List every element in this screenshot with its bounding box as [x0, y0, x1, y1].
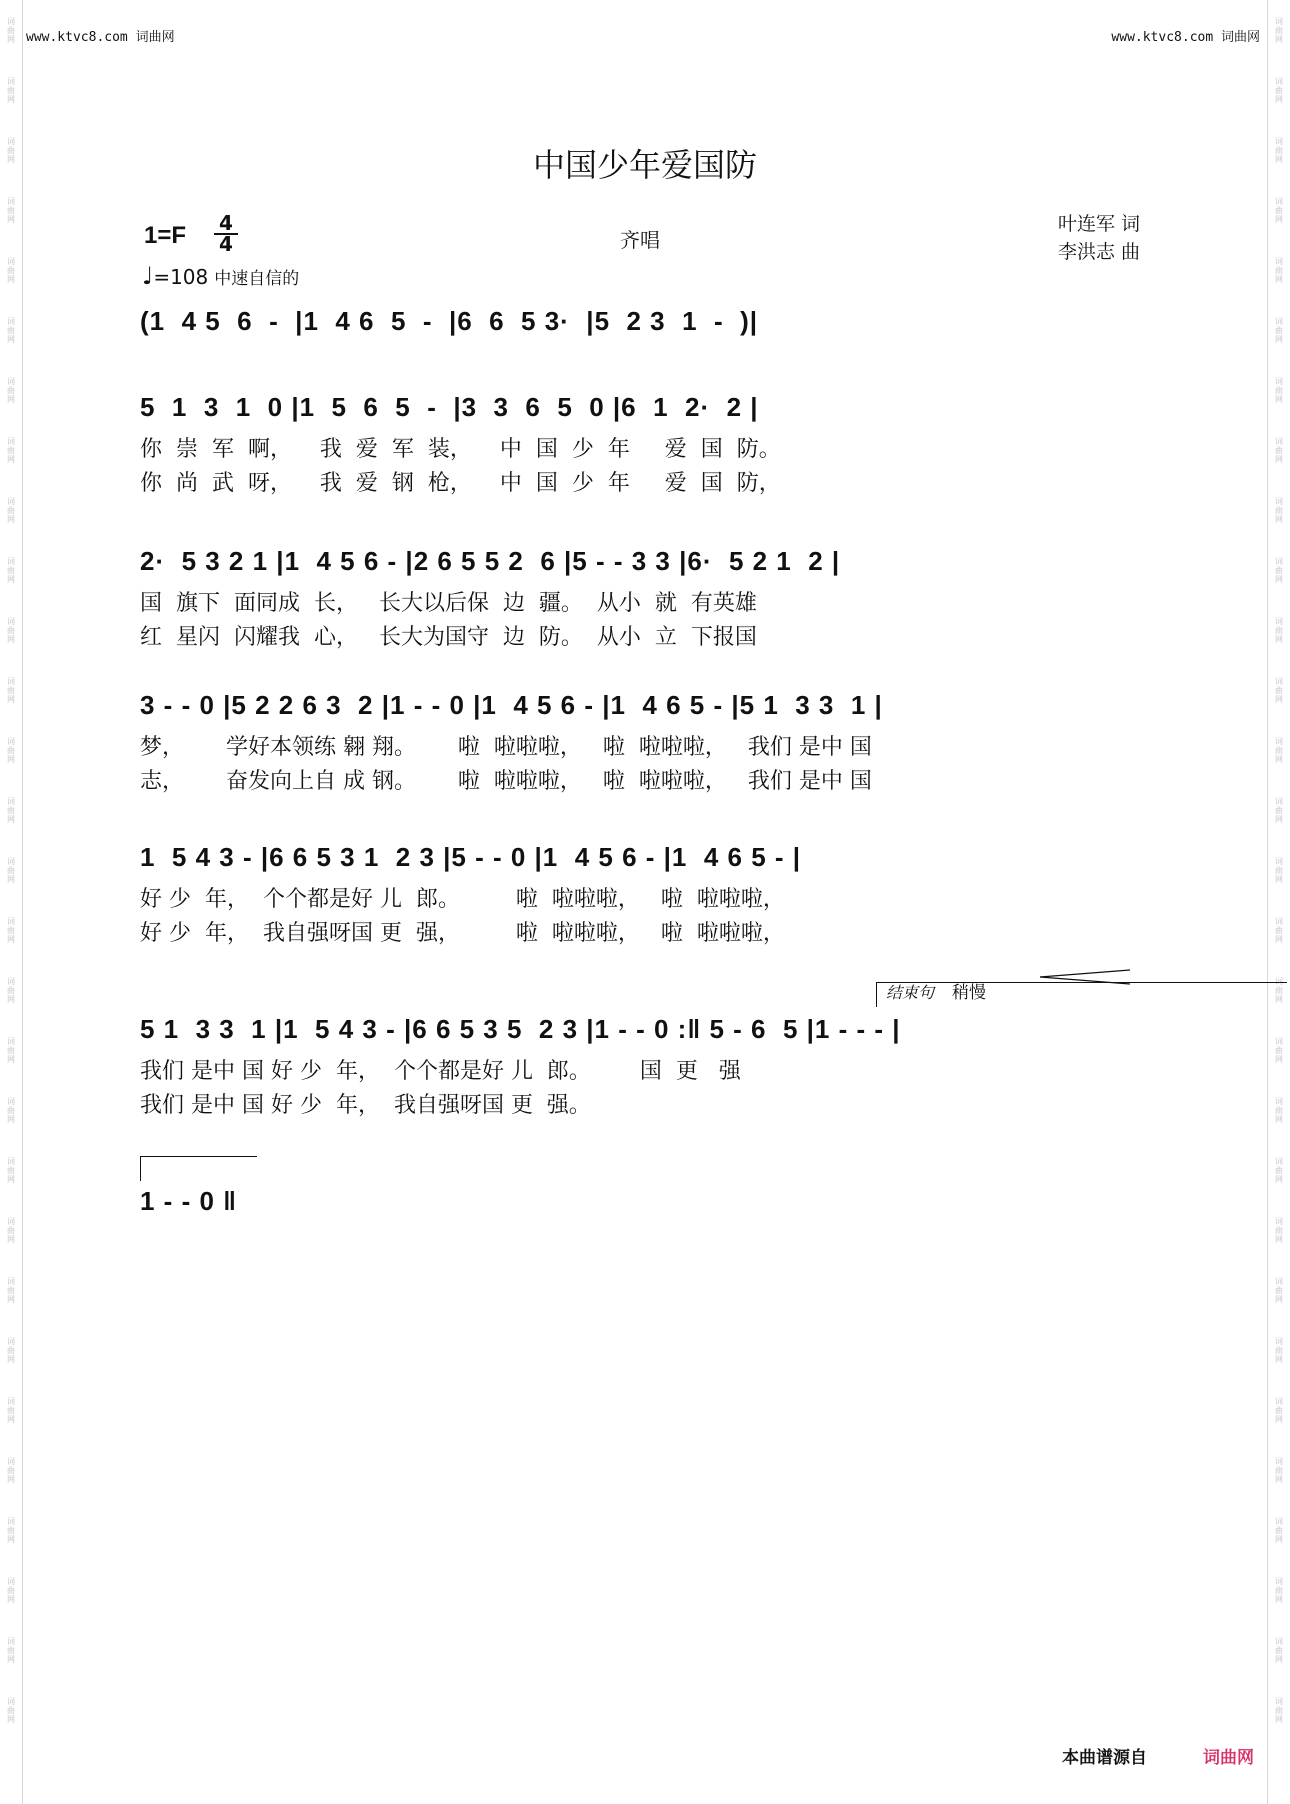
watermark-cell — [0, 720, 22, 780]
watermark-char: 词 — [7, 1336, 15, 1346]
watermark-cell — [0, 0, 22, 60]
score-system-intro — [140, 306, 1150, 346]
watermark-char: 网 — [1275, 1714, 1283, 1724]
watermark-char: 网 — [7, 634, 15, 644]
watermark-char: 曲 — [7, 925, 15, 935]
watermark-char: 曲 — [7, 1045, 15, 1055]
watermark-cell — [1268, 780, 1290, 840]
watermark-char: 词 — [7, 1696, 15, 1706]
watermark-cell — [0, 1200, 22, 1260]
lyric-verse-1 — [140, 730, 1150, 764]
watermark-cell — [1268, 840, 1290, 900]
lyric-verse-2 — [140, 466, 1150, 500]
notes-text: 3 - - 0 |5 2 2 6 3 2 |1 - - 0 |1 4 5 6 - |1 4 6 5 - |5 1 3 3 1 | — [140, 690, 883, 720]
watermark-cell — [1268, 900, 1290, 960]
watermark-char: 词 — [7, 256, 15, 266]
watermark-char: 曲 — [1275, 1045, 1283, 1055]
watermark-char: 词 — [1275, 76, 1283, 86]
composer-credit: 李洪志 曲 — [1057, 241, 1140, 263]
lyric-text: 好 少 年， 个个都是好 儿 郎。 啦 啦啦啦， 啦 啦啦啦， — [140, 887, 785, 912]
watermark-char: 曲 — [7, 1645, 15, 1655]
watermark-char: 网 — [7, 754, 15, 764]
watermark-char: 曲 — [7, 1525, 15, 1535]
left-watermark-strip — [0, 0, 23, 1804]
watermark-char: 词 — [1275, 376, 1283, 386]
watermark-char: 词 — [1275, 976, 1283, 986]
watermark-char: 词 — [1275, 1576, 1283, 1586]
watermark-cell — [1268, 1440, 1290, 1500]
watermark-char: 词 — [7, 496, 15, 506]
watermark-char: 词 — [7, 976, 15, 986]
notes-row — [140, 1186, 1150, 1226]
watermark-char: 词 — [7, 1516, 15, 1526]
watermark-char: 词 — [1275, 256, 1283, 266]
watermark-char: 词 — [1275, 916, 1283, 926]
watermark-char: 曲 — [7, 1585, 15, 1595]
watermark-char: 网 — [7, 1654, 15, 1664]
footer-source — [1062, 1743, 1254, 1768]
watermark-char: 网 — [1275, 1114, 1283, 1124]
watermark-char: 曲 — [7, 1285, 15, 1295]
watermark-cell — [0, 600, 22, 660]
watermark-char: 曲 — [7, 1225, 15, 1235]
watermark-char: 词 — [1275, 616, 1283, 626]
watermark-cell — [0, 1020, 22, 1080]
notes-row — [140, 842, 1150, 882]
watermark-char: 词 — [7, 676, 15, 686]
watermark-cell — [0, 360, 22, 420]
score-system-2 — [140, 546, 1150, 654]
song-title: 中国少年爱国防 — [532, 146, 757, 184]
watermark-char: 曲 — [1275, 685, 1283, 695]
watermark-cell — [0, 1680, 22, 1740]
watermark-cell — [1268, 180, 1290, 240]
watermark-cell — [1268, 1140, 1290, 1200]
watermark-char: 词 — [1275, 1456, 1283, 1466]
watermark-cell — [0, 1260, 22, 1320]
watermark-char: 网 — [7, 874, 15, 884]
lyric-text: 志， 奋发向上自 成 钢。 啦 啦啦啦， 啦 啦啦啦， 我们 是中 国 — [140, 769, 872, 794]
notes-text: 5 1 3 1 0 |1 5 6 5 - |3 3 6 5 0 |6 1 2· 2 | — [140, 392, 759, 422]
tempo-description: 中速自信的 — [214, 269, 300, 289]
watermark-char: 词 — [1275, 1636, 1283, 1646]
lyricist-credit: 叶连军 词 — [1057, 213, 1140, 235]
watermark-char: 曲 — [1275, 625, 1283, 635]
watermark-char: 网 — [7, 214, 15, 224]
watermark-cell — [1268, 1200, 1290, 1260]
watermark-cell — [1268, 0, 1290, 60]
watermark-char: 曲 — [7, 625, 15, 635]
watermark-char: 曲 — [7, 505, 15, 515]
watermark-char: 网 — [1275, 394, 1283, 404]
lyric-verse-1 — [140, 882, 1150, 916]
watermark-cell — [1268, 300, 1290, 360]
ending-label: 结束句 — [886, 983, 935, 1002]
watermark-char: 网 — [1275, 1234, 1283, 1244]
watermark-char: 网 — [7, 694, 15, 704]
watermark-char: 网 — [1275, 454, 1283, 464]
watermark-char: 曲 — [7, 865, 15, 875]
watermark-char: 网 — [7, 1414, 15, 1424]
quarter-note-icon: ♩ — [142, 262, 154, 290]
watermark-char: 网 — [7, 394, 15, 404]
watermark-char: 网 — [7, 1474, 15, 1484]
watermark-char: 词 — [7, 316, 15, 326]
watermark-char: 曲 — [7, 1165, 15, 1175]
right-watermark-strip — [1267, 0, 1290, 1804]
watermark-cell — [1268, 1680, 1290, 1740]
watermark-char: 曲 — [1275, 445, 1283, 455]
lyric-text: 我们 是中 国 好 少 年， 个个都是好 儿 郎。 国 更 强 — [140, 1059, 741, 1084]
watermark-char: 网 — [1275, 154, 1283, 164]
watermark-cell — [1268, 1620, 1290, 1680]
watermark-char: 曲 — [1275, 1105, 1283, 1115]
watermark-cell — [1268, 420, 1290, 480]
performance-style: 齐唱 — [620, 228, 660, 252]
score-system-1 — [140, 392, 1150, 500]
watermark-cell — [0, 60, 22, 120]
watermark-char: 曲 — [7, 685, 15, 695]
watermark-char: 词 — [1275, 1216, 1283, 1226]
watermark-char: 网 — [1275, 1414, 1283, 1424]
notes-row — [140, 690, 1150, 730]
watermark-char: 网 — [7, 1534, 15, 1544]
watermark-char: 词 — [1275, 1336, 1283, 1346]
lyric-verse-2 — [140, 1088, 1150, 1122]
watermark-char: 曲 — [7, 565, 15, 575]
time-signature-top: 4 — [219, 211, 233, 235]
watermark-char: 网 — [7, 1354, 15, 1364]
watermark-cell — [0, 480, 22, 540]
notes-row — [140, 306, 1150, 346]
notes-row — [140, 546, 1150, 586]
watermark-char: 网 — [7, 274, 15, 284]
watermark-char: 词 — [1275, 1096, 1283, 1106]
watermark-char: 网 — [1275, 334, 1283, 344]
watermark-char: 词 — [7, 1396, 15, 1406]
watermark-char: 网 — [1275, 1594, 1283, 1604]
watermark-char: 曲 — [7, 145, 15, 155]
watermark-char: 词 — [7, 736, 15, 746]
site-url-left: www.ktvc8.com 词曲网 — [26, 30, 175, 45]
watermark-char: 曲 — [1275, 745, 1283, 755]
watermark-char: 曲 — [1275, 805, 1283, 815]
watermark-char: 曲 — [1275, 1405, 1283, 1415]
watermark-char: 网 — [7, 1174, 15, 1184]
watermark-cell — [1268, 480, 1290, 540]
watermark-char: 曲 — [1275, 565, 1283, 575]
watermark-char: 曲 — [7, 25, 15, 35]
lyric-text: 你 崇 军 啊， 我 爱 军 装， 中 国 少 年 爱 国 防。 — [140, 437, 781, 462]
watermark-char: 网 — [1275, 934, 1283, 944]
watermark-char: 网 — [1275, 634, 1283, 644]
lyric-verse-2 — [140, 620, 1150, 654]
watermark-char: 网 — [1275, 874, 1283, 884]
watermark-char: 曲 — [1275, 1705, 1283, 1715]
watermark-char: 曲 — [1275, 1645, 1283, 1655]
watermark-char: 网 — [1275, 754, 1283, 764]
watermark-char: 网 — [7, 1594, 15, 1604]
watermark-char: 词 — [1275, 16, 1283, 26]
watermark-char: 曲 — [7, 1105, 15, 1115]
lyric-verse-1 — [140, 586, 1150, 620]
watermark-cell — [0, 1380, 22, 1440]
final-bracket — [140, 1156, 257, 1181]
watermark-char: 词 — [1275, 436, 1283, 446]
watermark-cell — [0, 960, 22, 1020]
diminuendo-icon — [1040, 968, 1130, 986]
watermark-cell — [0, 420, 22, 480]
watermark-char: 词 — [7, 916, 15, 926]
watermark-char: 网 — [7, 154, 15, 164]
watermark-char: 网 — [1275, 1654, 1283, 1664]
watermark-char: 曲 — [7, 985, 15, 995]
watermark-char: 词 — [1275, 1516, 1283, 1526]
watermark-char: 曲 — [1275, 1285, 1283, 1295]
watermark-char: 词 — [1275, 1156, 1283, 1166]
watermark-char: 词 — [1275, 136, 1283, 146]
watermark-cell — [0, 1500, 22, 1560]
watermark-char: 网 — [7, 94, 15, 104]
lyric-text: 你 尚 武 呀， 我 爱 钢 枪， 中 国 少 年 爱 国 防， — [140, 471, 781, 496]
watermark-char: 曲 — [7, 445, 15, 455]
watermark-char: 网 — [1275, 1054, 1283, 1064]
watermark-cell — [1268, 360, 1290, 420]
notes-text: (1 4 5 6 - |1 4 6 5 - |6 6 5 3· |5 2 3 1 - )| — [140, 306, 759, 336]
watermark-cell — [0, 900, 22, 960]
lyric-verse-2 — [140, 764, 1150, 798]
watermark-char: 曲 — [7, 745, 15, 755]
watermark-char: 曲 — [7, 265, 15, 275]
watermark-char: 曲 — [1275, 1465, 1283, 1475]
lyric-text: 红 星闪 闪耀我 心， 长大为国守 边 防。 从小 立 下报国 — [140, 625, 757, 650]
watermark-char: 曲 — [1275, 25, 1283, 35]
watermark-char: 网 — [7, 814, 15, 824]
watermark-char: 网 — [1275, 1354, 1283, 1364]
watermark-cell — [1268, 660, 1290, 720]
watermark-char: 词 — [7, 376, 15, 386]
lyric-text: 好 少 年， 我自强呀国 更 强， 啦 啦啦啦， 啦 啦啦啦， — [140, 921, 785, 946]
lyric-text: 国 旗下 面同成 长， 长大以后保 边 疆。 从小 就 有英雄 — [140, 591, 757, 616]
watermark-char: 词 — [7, 1036, 15, 1046]
watermark-char: 曲 — [7, 1465, 15, 1475]
watermark-char: 网 — [7, 1714, 15, 1724]
watermark-cell — [0, 1440, 22, 1500]
watermark-char: 曲 — [1275, 1585, 1283, 1595]
watermark-cell — [0, 540, 22, 600]
tempo-change-label: 稍慢 — [952, 983, 986, 1003]
tempo-value: =108 — [153, 265, 209, 289]
watermark-char: 曲 — [1275, 865, 1283, 875]
watermark-char: 网 — [1275, 94, 1283, 104]
watermark-char: 网 — [7, 454, 15, 464]
watermark-char: 曲 — [1275, 1345, 1283, 1355]
watermark-char: 网 — [1275, 34, 1283, 44]
watermark-char: 曲 — [7, 385, 15, 395]
watermark-char: 曲 — [7, 1705, 15, 1715]
watermark-cell — [1268, 720, 1290, 780]
watermark-cell — [0, 840, 22, 900]
watermark-char: 词 — [7, 76, 15, 86]
watermark-char: 曲 — [1275, 505, 1283, 515]
watermark-char: 词 — [1275, 856, 1283, 866]
watermark-cell — [0, 660, 22, 720]
score-system-3 — [140, 690, 1150, 798]
watermark-char: 词 — [1275, 736, 1283, 746]
watermark-cell — [0, 1140, 22, 1200]
notes-text: 5 1 3 3 1 |1 5 4 3 - |6 6 5 3 5 2 3 |1 - - 0 :‖ 5 - 6 5 |1 - - - | — [140, 1014, 901, 1044]
watermark-char: 词 — [7, 16, 15, 26]
watermark-char: 网 — [1275, 694, 1283, 704]
watermark-char: 词 — [7, 1276, 15, 1286]
watermark-char: 词 — [1275, 796, 1283, 806]
watermark-char: 网 — [7, 1294, 15, 1304]
watermark-char: 词 — [7, 1096, 15, 1106]
watermark-char: 词 — [1275, 1696, 1283, 1706]
watermark-char: 网 — [1275, 1174, 1283, 1184]
notes-row — [140, 1014, 1150, 1054]
watermark-char: 词 — [1275, 556, 1283, 566]
watermark-char: 曲 — [1275, 985, 1283, 995]
watermark-char: 词 — [1275, 1036, 1283, 1046]
watermark-char: 词 — [7, 1456, 15, 1466]
watermark-cell — [1268, 600, 1290, 660]
watermark-char: 曲 — [1275, 265, 1283, 275]
lyric-verse-1 — [140, 432, 1150, 466]
watermark-char: 曲 — [1275, 205, 1283, 215]
watermark-char: 词 — [1275, 316, 1283, 326]
watermark-cell — [1268, 540, 1290, 600]
watermark-char: 词 — [7, 436, 15, 446]
watermark-char: 网 — [7, 1054, 15, 1064]
watermark-char: 词 — [1275, 496, 1283, 506]
watermark-cell — [1268, 60, 1290, 120]
watermark-char: 词 — [7, 856, 15, 866]
watermark-char: 网 — [1275, 514, 1283, 524]
watermark-char: 曲 — [7, 325, 15, 335]
watermark-char: 词 — [1275, 676, 1283, 686]
watermark-char: 网 — [1275, 814, 1283, 824]
watermark-char: 网 — [1275, 1474, 1283, 1484]
watermark-char: 词 — [7, 196, 15, 206]
watermark-char: 网 — [1275, 574, 1283, 584]
score-system-5 — [140, 983, 1150, 1122]
lyric-verse-2 — [140, 916, 1150, 950]
watermark-char: 网 — [7, 934, 15, 944]
watermark-char: 网 — [1275, 994, 1283, 1004]
score-system-final — [140, 1186, 1150, 1226]
watermark-char: 曲 — [1275, 1525, 1283, 1535]
watermark-cell — [0, 1080, 22, 1140]
watermark-char: 曲 — [1275, 325, 1283, 335]
watermark-char: 网 — [7, 1234, 15, 1244]
watermark-char: 曲 — [7, 805, 15, 815]
watermark-char: 网 — [7, 994, 15, 1004]
lyric-text: 梦， 学好本领练 翱 翔。 啦 啦啦啦， 啦 啦啦啦， 我们 是中 国 — [140, 735, 872, 760]
watermark-char: 网 — [7, 514, 15, 524]
lyric-verse-1 — [140, 1054, 1150, 1088]
watermark-cell — [1268, 1500, 1290, 1560]
watermark-char: 曲 — [1275, 85, 1283, 95]
watermark-char: 网 — [1275, 274, 1283, 284]
watermark-cell — [0, 780, 22, 840]
watermark-cell — [1268, 1380, 1290, 1440]
watermark-char: 词 — [7, 136, 15, 146]
watermark-char: 网 — [7, 574, 15, 584]
watermark-char: 曲 — [1275, 385, 1283, 395]
watermark-cell — [1268, 1080, 1290, 1140]
watermark-char: 曲 — [1275, 1225, 1283, 1235]
watermark-cell — [0, 1620, 22, 1680]
watermark-cell — [0, 240, 22, 300]
tempo-marking — [142, 262, 299, 290]
watermark-char: 网 — [1275, 1294, 1283, 1304]
watermark-char: 网 — [1275, 214, 1283, 224]
watermark-char: 词 — [7, 1576, 15, 1586]
watermark-cell — [1268, 1020, 1290, 1080]
watermark-char: 曲 — [7, 205, 15, 215]
site-url-right: www.ktvc8.com 词曲网 — [1111, 30, 1260, 45]
watermark-cell — [0, 300, 22, 360]
watermark-char: 词 — [7, 1636, 15, 1646]
watermark-char: 曲 — [7, 1345, 15, 1355]
watermark-char: 词 — [7, 1156, 15, 1166]
time-signature — [214, 211, 238, 256]
watermark-char: 曲 — [1275, 1165, 1283, 1175]
watermark-char: 词 — [1275, 1396, 1283, 1406]
watermark-char: 词 — [7, 796, 15, 806]
footer-source-text: 本曲谱源自 — [1062, 1748, 1147, 1768]
watermark-char: 曲 — [7, 85, 15, 95]
watermark-cell — [0, 1320, 22, 1380]
watermark-cell — [1268, 240, 1290, 300]
watermark-cell — [0, 1560, 22, 1620]
lyric-text: 我们 是中 国 好 少 年， 我自强呀国 更 强。 — [140, 1093, 591, 1118]
notes-row — [140, 392, 1150, 432]
watermark-char: 词 — [1275, 196, 1283, 206]
watermark-char: 网 — [7, 1114, 15, 1124]
watermark-cell — [1268, 1260, 1290, 1320]
watermark-cell — [0, 180, 22, 240]
watermark-char: 曲 — [7, 1405, 15, 1415]
watermark-char: 词 — [1275, 1276, 1283, 1286]
notes-text: 2· 5 3 2 1 |1 4 5 6 - |2 6 5 5 2 6 |5 - - 3 3 |6· 5 2 1 2 | — [140, 546, 841, 576]
score-system-4 — [140, 842, 1150, 950]
watermark-char: 曲 — [1275, 925, 1283, 935]
credits — [1058, 210, 1140, 266]
watermark-char: 词 — [7, 616, 15, 626]
notes-text: 1 5 4 3 - |6 6 5 3 1 2 3 |5 - - 0 |1 4 5 6 - |1 4 6 5 - | — [140, 842, 802, 872]
watermark-char: 词 — [7, 1216, 15, 1226]
watermark-cell — [1268, 1560, 1290, 1620]
watermark-cell — [1268, 1320, 1290, 1380]
watermark-char: 词 — [7, 556, 15, 566]
watermark-char: 网 — [1275, 1534, 1283, 1544]
notes-text: 1 - - 0 ‖ — [140, 1186, 238, 1216]
key-signature: 1=F — [144, 222, 187, 249]
watermark-char: 网 — [7, 334, 15, 344]
time-signature-bottom: 4 — [219, 232, 233, 256]
watermark-char: 曲 — [1275, 145, 1283, 155]
watermark-char: 网 — [7, 34, 15, 44]
footer-brand: 词曲网 — [1203, 1748, 1254, 1768]
